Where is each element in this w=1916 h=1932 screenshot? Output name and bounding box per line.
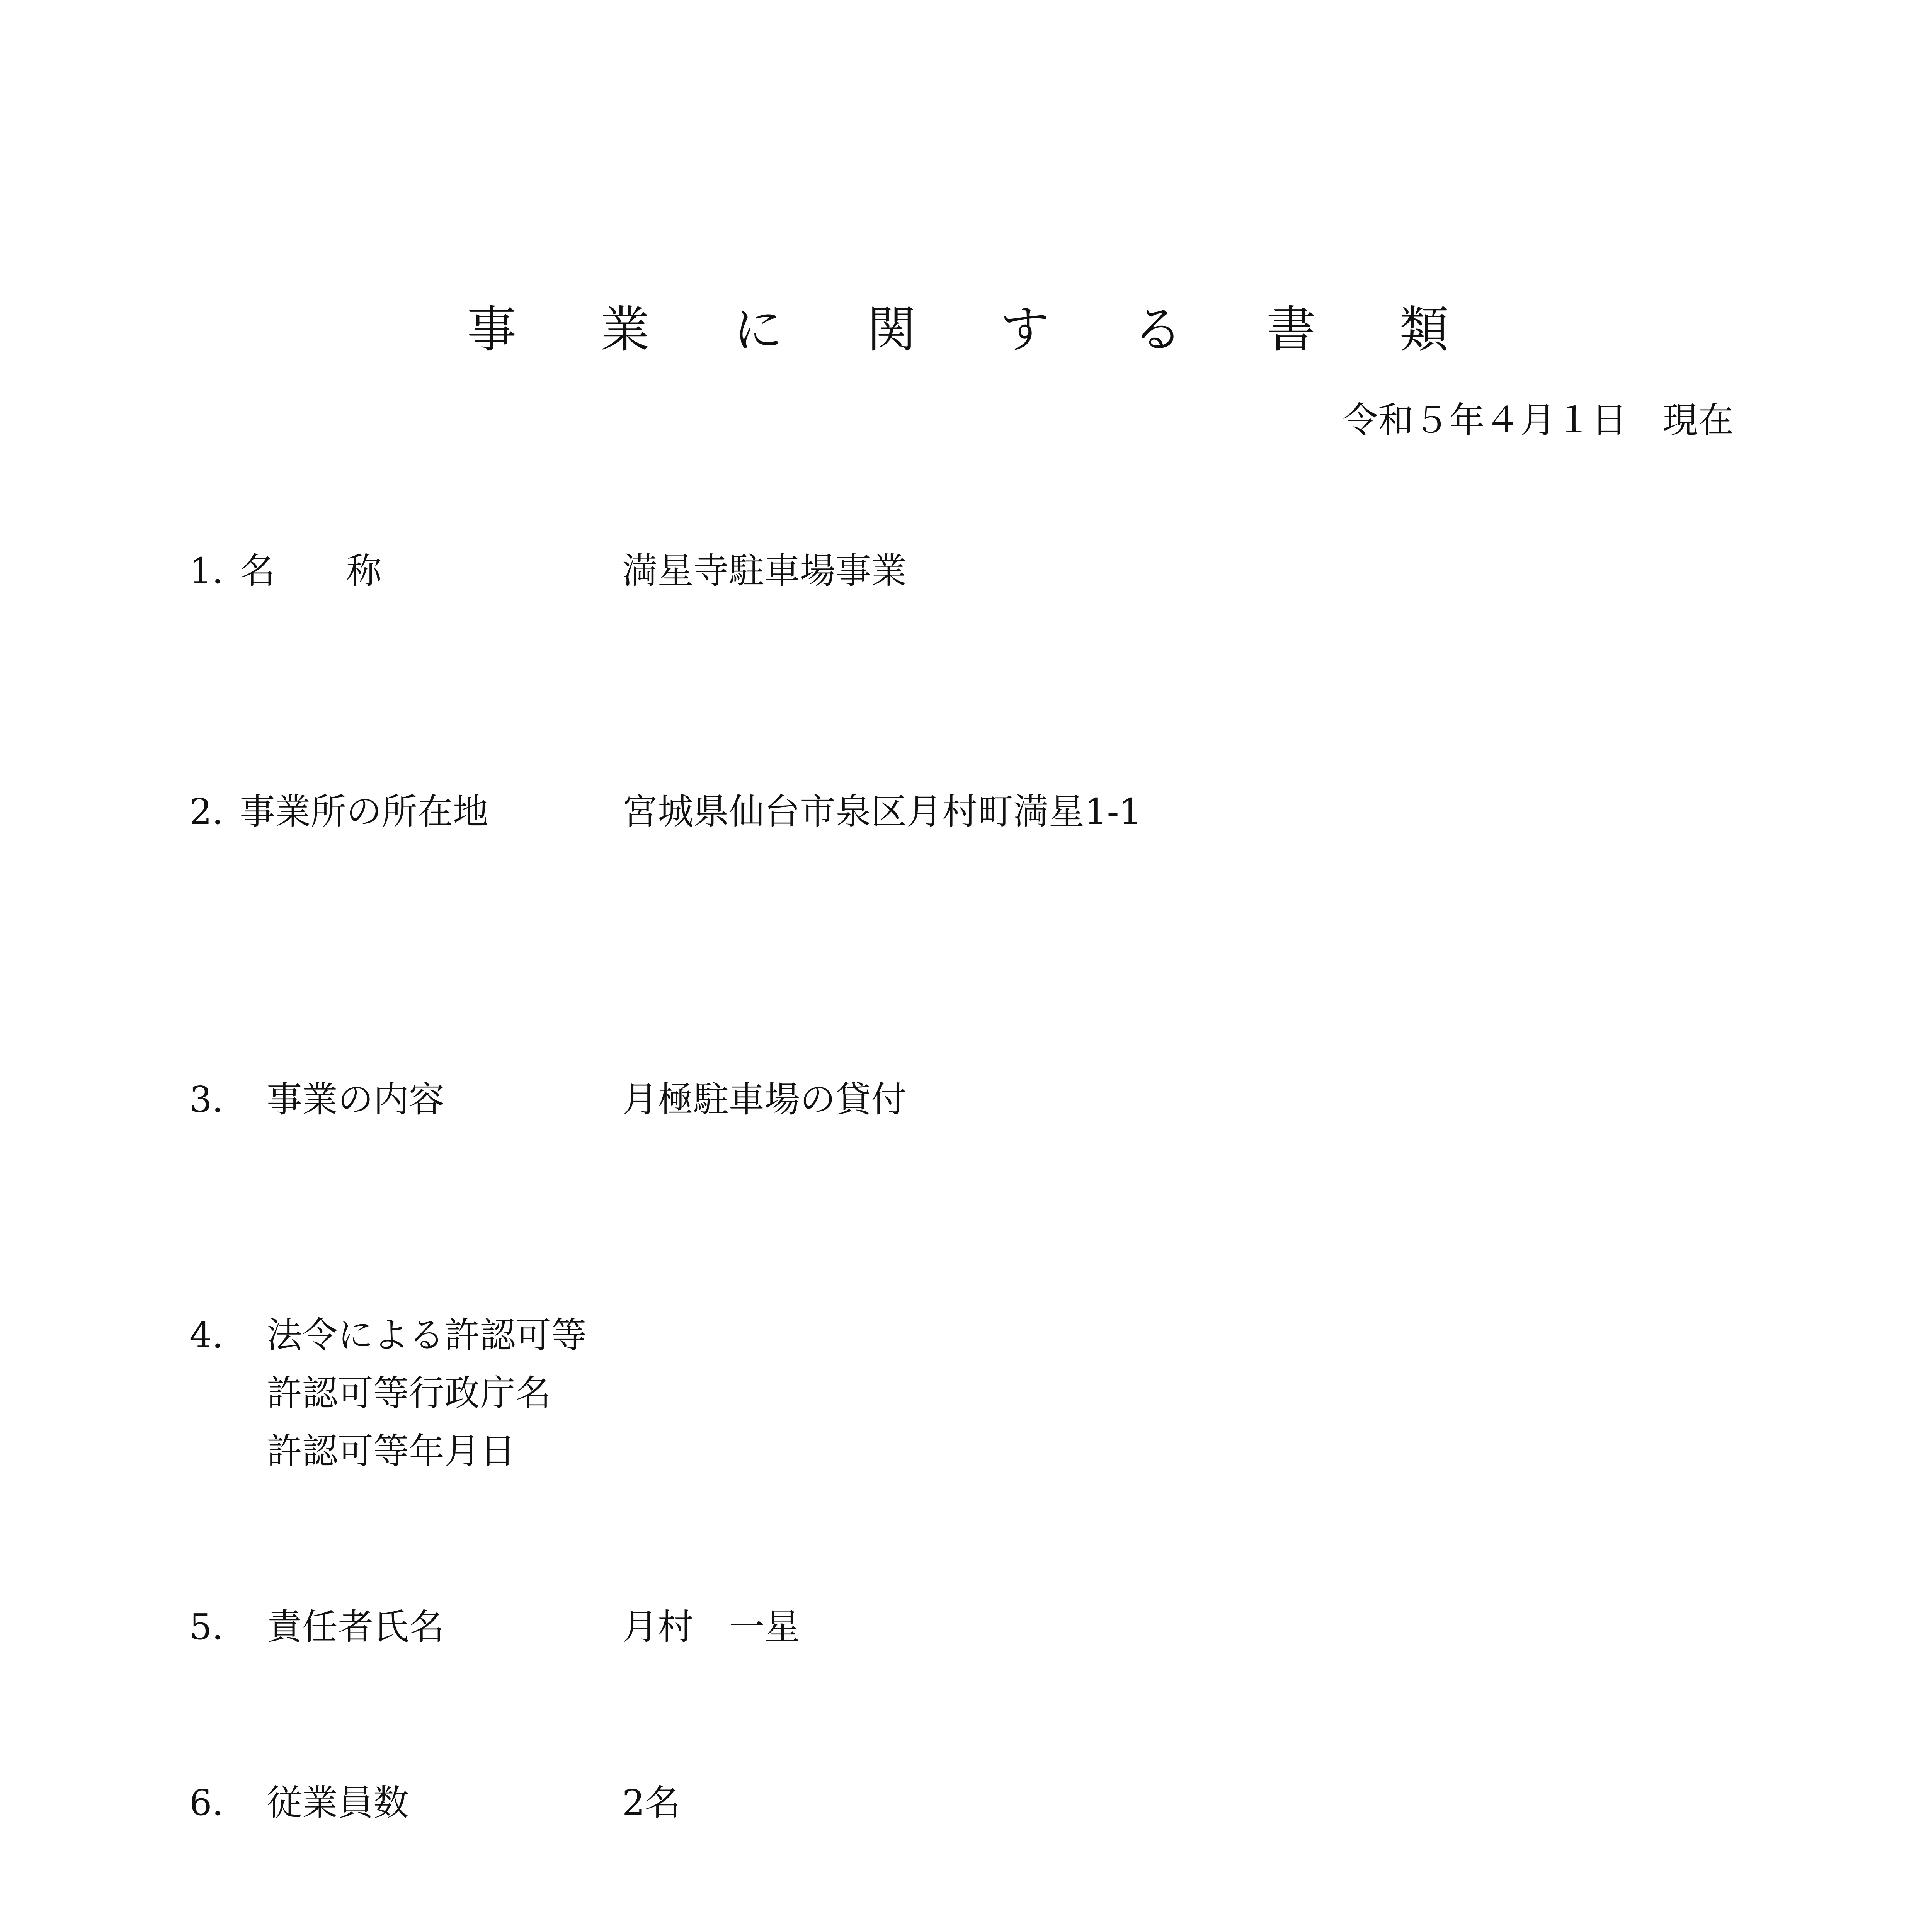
as-of-date: 令和５年４月１日 現在 xyxy=(1342,400,1734,441)
document-title: 事 業 に 関 す る 書 類 xyxy=(467,301,1483,359)
item-1-number: 1. xyxy=(189,550,223,592)
item-6-value: 2名 xyxy=(622,1782,681,1823)
item-3-number: 3. xyxy=(189,1079,223,1120)
item-5-number: 5. xyxy=(189,1606,223,1648)
item-3-label: 事業の内容 xyxy=(267,1079,445,1120)
item-5-label: 責任者氏名 xyxy=(267,1606,445,1648)
item-2-number: 2. xyxy=(189,791,223,832)
item-2-label: 事業所の所在地 xyxy=(240,791,489,832)
item-4-label: 法令による許認可等 xyxy=(267,1315,587,1356)
item-6-number: 6. xyxy=(189,1782,223,1823)
item-1-label: 名 称 xyxy=(240,550,382,592)
item-2-value: 宮城県仙台市泉区月村町満星1-1 xyxy=(622,791,1142,832)
item-6-label: 従業員数 xyxy=(267,1782,409,1823)
item-3-value: 月極駐車場の貸付 xyxy=(622,1079,907,1120)
item-5-value: 月村 一星 xyxy=(622,1606,800,1648)
item-4-number: 4. xyxy=(189,1315,223,1356)
item-4-sub-date: 許認可等年月日 xyxy=(267,1430,516,1472)
item-1-value: 満星寺駐車場事業 xyxy=(622,550,907,592)
item-4-sub-authority: 許認可等行政庁名 xyxy=(267,1372,551,1414)
